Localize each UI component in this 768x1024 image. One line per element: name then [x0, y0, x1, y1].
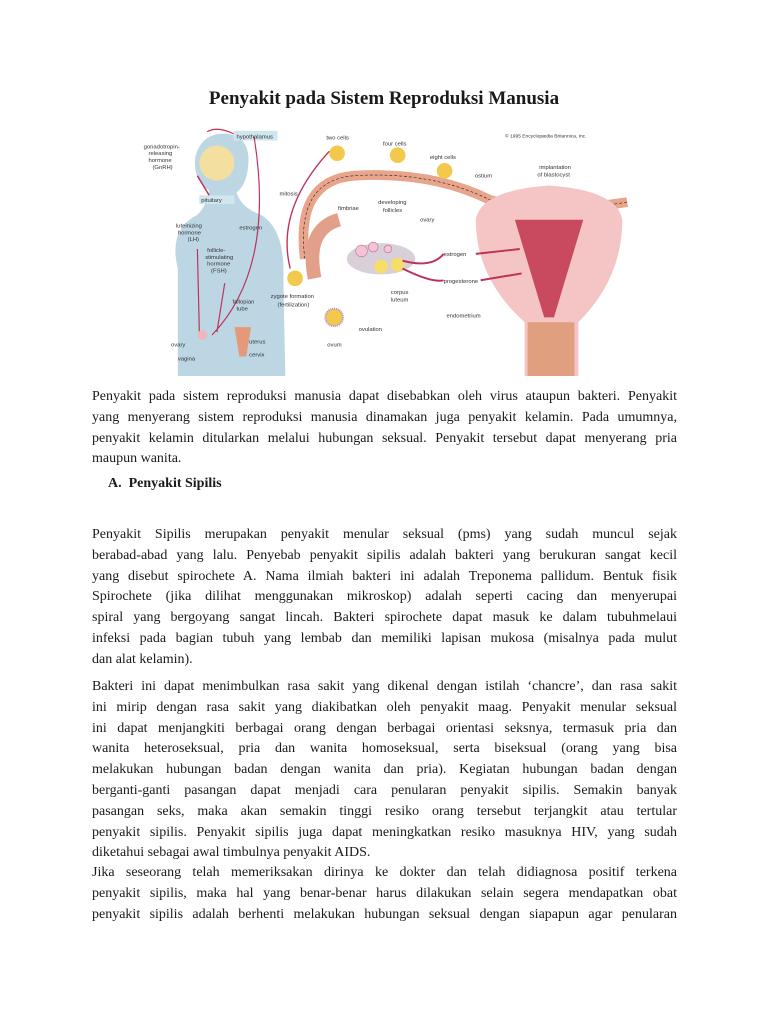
label-lh-3: (LH)	[187, 237, 200, 244]
text-line: Jika seseorang telah memeriksakan dirinya ke dokter dan telah didiagnosa positif terkena	[92, 865, 677, 880]
diagram-illustration	[138, 122, 628, 376]
text-line: infeksi pada bagian tubuh yang lembab dan memiliki lapisan mukosa (misalnya pada mulut	[92, 630, 677, 646]
label-ovulation: ovulation	[358, 327, 383, 334]
label-gnrh-4: (GnRH)	[152, 164, 173, 171]
label-gnrh: gonadotropin-	[143, 144, 180, 151]
text-line: diketahui sebagai awal timbulnya penyakit AIDS.	[92, 845, 371, 861]
text-line: yang disebut spirochete A. Nama ilmiah bakteri ini adalah Treponema pallidum. Bentuk fisik	[92, 568, 677, 584]
label-ovary-right: ovary	[420, 217, 435, 224]
label-estrogen-right: estrogen	[443, 251, 467, 258]
text-line: Penyakit pada sistem reproduksi manusia dapat disebabkan oleh virus ataupun bakteri. Penyakit	[92, 389, 677, 404]
text-line: penyakit sipilis. Penyakit sipilis juga dapat meningkatkan resiko masuknya HIV, yang sudah	[92, 824, 677, 840]
page-title: Penyakit pada Sistem Reproduksi Manusia	[208, 88, 560, 109]
label-hypothalamus: hypothalamus	[236, 134, 273, 141]
text-line: Spirochete (jika dilihat menggunakan mikroskop) adalah seperti cacing dan menyerupai	[92, 589, 677, 605]
text-line: dan alat kelamin).	[92, 651, 193, 667]
label-corpus-luteum: corpus	[390, 289, 409, 296]
label-ovum: ovum	[327, 342, 342, 349]
text-line: wanita heteroseksual, pria dan wanita homoseksual, serta biseksual (orang yang bisa	[92, 741, 677, 757]
label-fallopian-2: tube	[236, 306, 248, 313]
text-line: pasangan seks, maka akan semakin tinggi resiko orang tersebut terjangkit atau tertular	[92, 803, 677, 819]
label-fsh-4: (FSH)	[211, 268, 227, 275]
label-zygote-2: (fertilization)	[277, 302, 310, 309]
label-fsh-2: stimulating	[205, 254, 234, 261]
paragraph-2	[92, 677, 677, 864]
text-line: yang menyerang sistem reproduksi manusia dinamakan juga penyakit kelamin. Pada umumnya,	[92, 409, 677, 425]
label-eight-cells: eight cells	[429, 155, 456, 162]
label-implantation-2: of blastocyst	[537, 172, 570, 179]
paragraph-1	[92, 525, 677, 671]
label-lh: luteinizing	[175, 223, 202, 230]
label-fsh-3: hormone	[207, 261, 231, 268]
text-line: Penyakit Sipilis merupakan penyakit menular seksual (pms) yang sudah muncul sejak	[92, 527, 677, 542]
text-line: ini mirip dengan rasa sakit yang diakibatkan oleh penyakit maag. Penyakit menular seksual	[92, 699, 677, 715]
intro-paragraph	[92, 387, 677, 470]
label-developing: developing	[378, 200, 407, 207]
text-line: penyakit sipilis, maka hal yang benar-benar harus dilakukan selain segera mendapatkan obat	[92, 885, 677, 901]
section-heading: A. Penyakit Sipilis	[108, 476, 222, 491]
text-line: berganti-ganti pasangan dapat menjadi cara penularan penyakit sipilis. Semakin banyak	[92, 782, 677, 798]
label-uterus: uterus	[249, 339, 266, 346]
label-progesterone: progesterone	[443, 279, 479, 286]
label-implantation: implantation	[539, 164, 571, 171]
text-line: Bakteri ini dapat menimbulkan rasa sakit yang dikenal dengan istilah ‘chancre’, dan rasa sakit	[92, 679, 677, 694]
label-fimbriae: fimbriae	[338, 205, 359, 212]
label-mitosis: mitosis	[279, 191, 298, 198]
label-ovary-left: ovary	[171, 342, 186, 349]
label-corpus-luteum-2: luteum	[390, 297, 409, 304]
label-cervix: cervix	[249, 352, 265, 359]
label-gnrh-2: releasing	[148, 151, 173, 158]
paragraph-3	[92, 863, 677, 925]
label-fallopian: fallopian	[232, 299, 255, 306]
text-line: spiral yang bergoyang sangat lincah. Bakteri spirochete dapat masuk ke dalam tubuhmelaui	[92, 610, 677, 626]
label-gnrh-3: hormone	[148, 158, 172, 165]
label-fsh: follicle-	[207, 247, 226, 254]
label-zygote: zygote formation	[270, 293, 314, 300]
label-endometrium: endometrium	[446, 313, 481, 320]
text-line: penyakit kelamin ditularkan melalui hubungan seksual. Penyakit tersebut dapat menyerang pria	[92, 430, 677, 446]
reproductive-system-diagram	[138, 122, 628, 376]
label-copyright: © 1995 Encyclopædia Britannica, Inc.	[505, 134, 587, 140]
text-line: penyakit sipilis adalah berhenti melakukan hubungan seksual dengan siapapun agar penularan	[92, 906, 677, 922]
label-four-cells: four cells	[383, 141, 407, 148]
label-lh-2: hormone	[177, 230, 201, 237]
label-pituitary: pituitary	[201, 198, 222, 205]
label-ostium: ostium	[474, 173, 493, 180]
text-line: melakukan hubungan badan dengan wanita dan pria). Kegiatan hubungan badan dengan	[92, 762, 677, 778]
text-line: maupun wanita.	[92, 451, 182, 467]
text-line: ini dapat menjangkiti berbagai orang dengan berbagai orientasi seksnya, termasuk pria dan	[92, 720, 677, 736]
label-two-cells: two cells	[326, 135, 349, 142]
label-estrogen-left: estrogen	[239, 225, 263, 232]
label-developing-2: follicles	[383, 207, 403, 214]
text-line: berabad-abad yang lalu. Penyebab penyakit sipilis adalah bakteri yang berukuran sangat kecil	[92, 547, 677, 563]
label-vagina: vagina	[177, 356, 196, 363]
